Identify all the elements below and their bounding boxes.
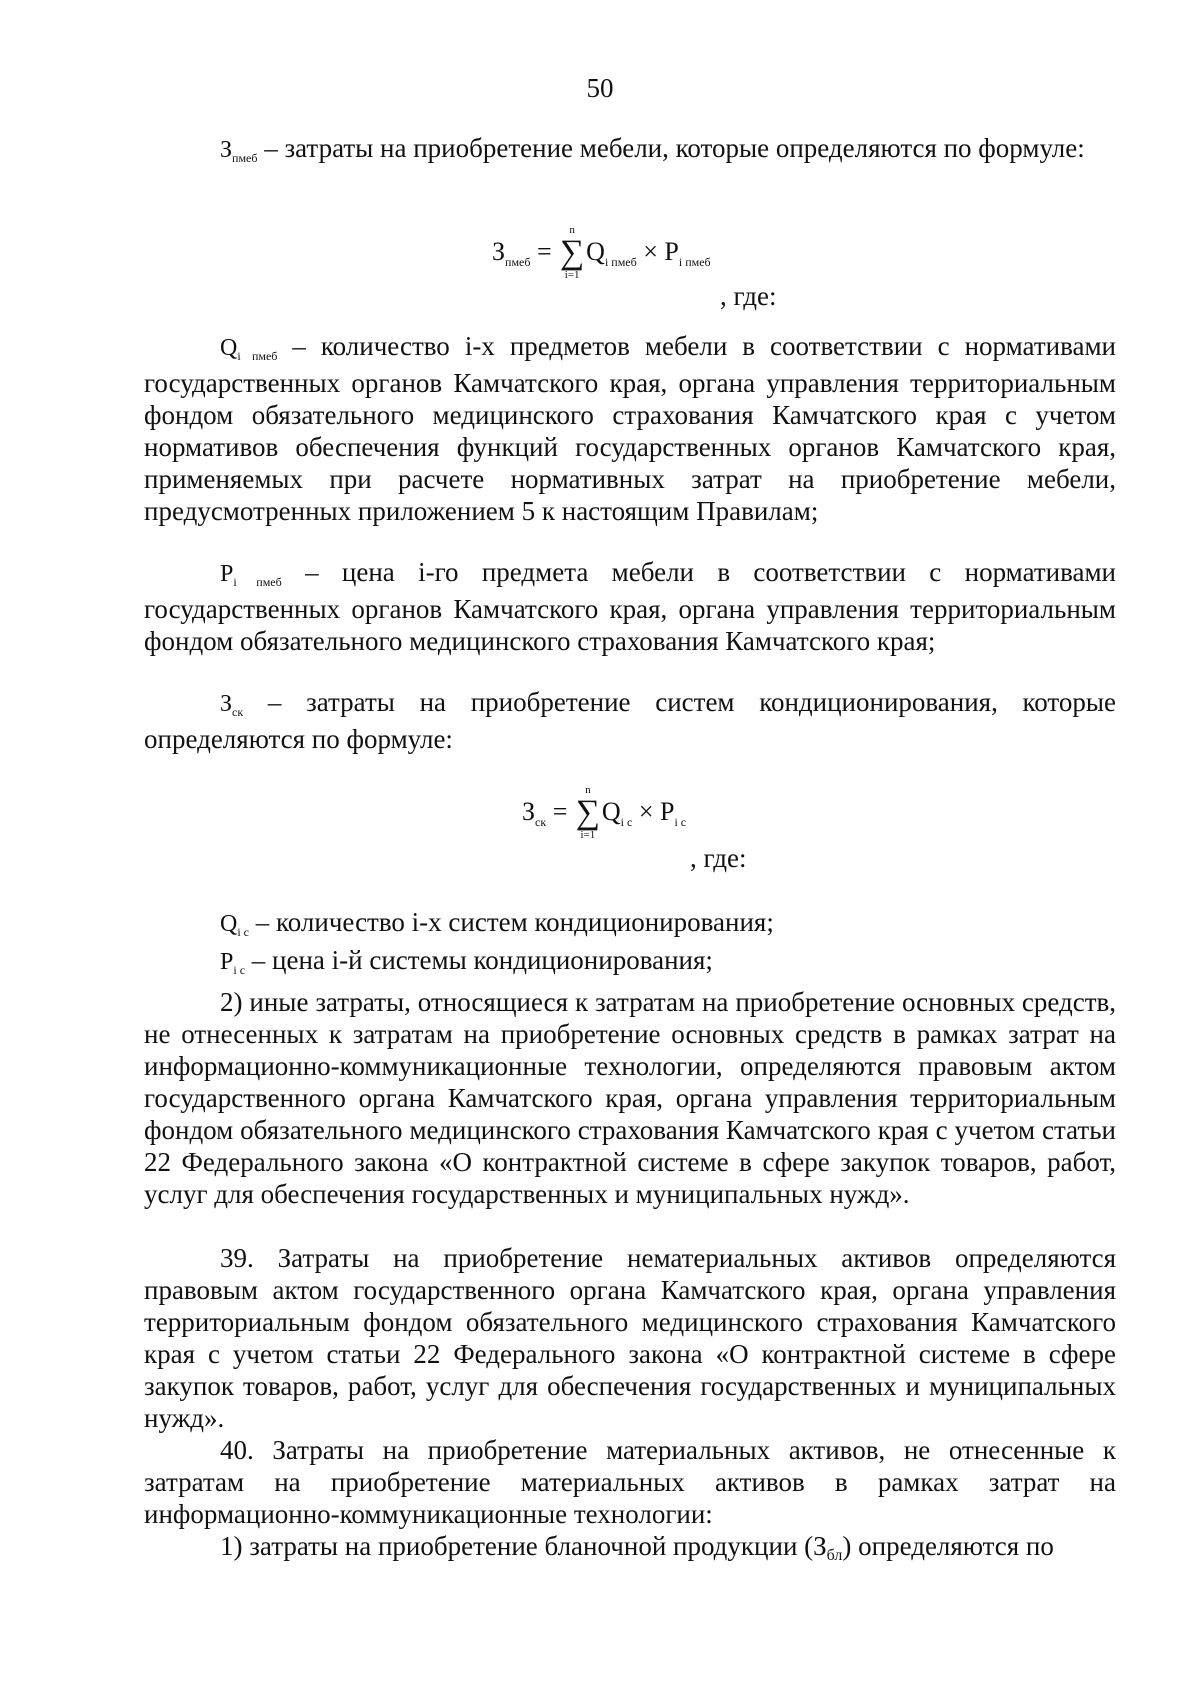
formula-furniture-where: , где: [720, 281, 777, 311]
symbol-p-pmeb: $P_{i пмеб}$ [220, 561, 282, 589]
symbol-zpmeb: $З_{пмеб}$ [220, 137, 258, 165]
formula-furniture: $З_{пмеб}$ = n ∑ i=1 $Q_{i пмеб} \times P_{i пмеб}$ [492, 224, 711, 281]
formula-conditioning: $З_{ск}$ = n ∑ i=1 $Q_{i с} \times P_{i с}$ [522, 784, 687, 841]
sum-operator: n ∑ i=1 [560, 224, 585, 281]
paragraph-item-2: 2) иные затраты, относящиеся к затратам на приобретение основных средств, не отнесенных к затратам на приобретение основных средств в рамках затрат на информационно-коммуникационные технологии, определяются правовым актом государственного органа Камчатского края, органа управления территориальным фондом обязательного медицинского страхования Камчатского края с учетом статьи 22 Федерального закона «О контрактной системе в сфере закупок товаров, работ, услуг для обеспечения государственных и муниципальных нужд». [144, 987, 1116, 1209]
formula-conditioning-where: , где: [690, 843, 747, 873]
paragraph-zpmeb: $З_{пмеб}$ – затраты на приобретение мебели, которые определяются по формуле: [220, 133, 1085, 165]
paragraph-item-40: 40. Затраты на приобретение материальных активов, не отнесенные к затратам на приобретение материальных активов в рамках затрат на информационно-коммуникационные технологии: [144, 1435, 1116, 1529]
paragraph-zsk: $З_{ск}$ – затраты на приобретение систем кондиционирования, которые определяются по формуле: [144, 687, 1116, 754]
sum-operator: n ∑ i=1 [575, 784, 600, 841]
symbol-zsk: $З_{ск}$ [220, 691, 244, 719]
paragraph-q-pmeb: $Q_{i пмеб}$ – количество i-х предметов мебели в соответствии с нормативами государственных органов Камчатского края, органа управления территориальным фондом обязательного медицинского страхования Камчатского края с учетом нормативов обеспечения функций государственных органов Камчатского края, применяемых при расчете нормативных затрат на приобретение мебели, предусмотренных приложением 5 к настоящим Правилам; [144, 331, 1116, 526]
symbol-q-pmeb: $Q_{i пмеб}$ [220, 335, 278, 363]
symbol-q-ic: $Q_{i с}$ [220, 911, 250, 939]
page-number: 50 [586, 73, 614, 103]
paragraph-p-pmeb: $P_{i пмеб}$ – цена i-го предмета мебели в соответствии с нормативами государственных органов Камчатского края, органа управления территориальным фондом обязательного медицинского страхования Камчатского края; [144, 557, 1117, 656]
paragraph-q-ic: $Q_{i с}$ – количество i-х систем кондиционирования; [220, 907, 774, 939]
paragraph-item-40-1: 1) затраты на приобретение бланочной продукции (Збл) определяются по [220, 1531, 1054, 1564]
paragraph-p-ic: $P_{i с}$ – цена i-й системы кондиционирования; [220, 945, 713, 977]
paragraph-item-39: 39. Затраты на приобретение нематериальных активов определяются правовым актом государственного органа Камчатского края, органа управления территориальным фондом обязательного медицинского страхования Камчатского края с учетом статьи 22 Федерального закона «О контрактной системе в сфере закупок товаров, работ, услуг для обеспечения государственных и муниципальных нужд». [144, 1243, 1116, 1433]
symbol-p-ic: $P_{i с}$ [220, 949, 246, 977]
